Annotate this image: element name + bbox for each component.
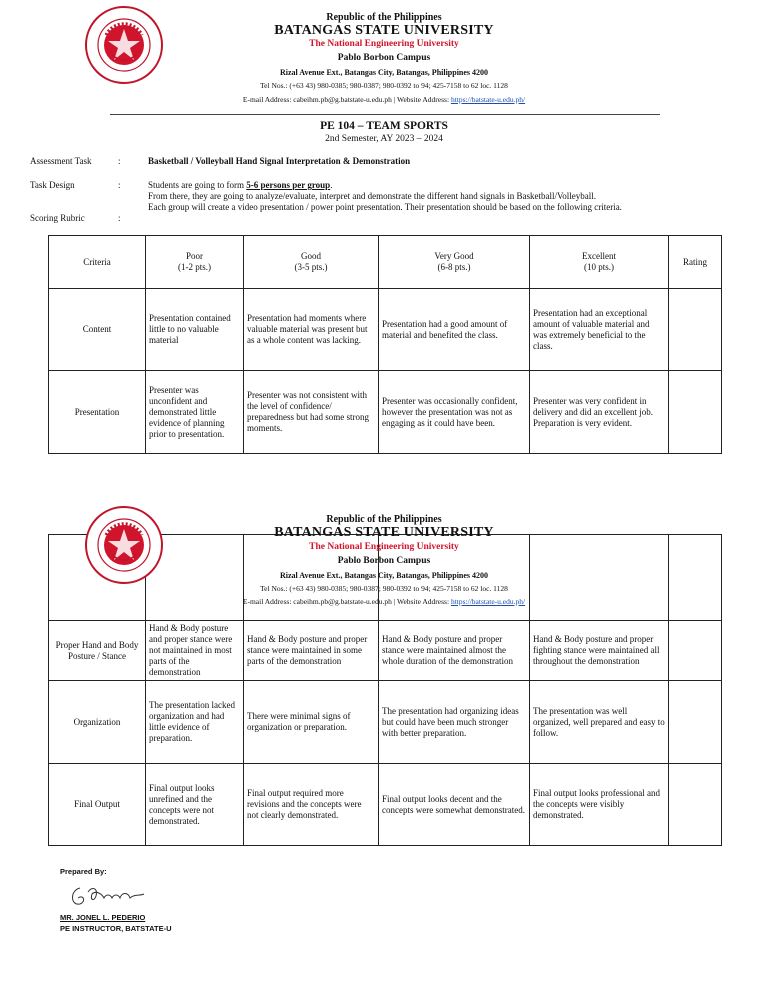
criteria-cell: Final Output: [49, 764, 146, 846]
criteria-cell: Presentation: [49, 371, 146, 454]
very-good-cell: Presenter was occasionally confident, however the presentation was not as engaging as it could have been.: [379, 371, 530, 454]
university-tagline-2: The National Engineering University: [309, 542, 459, 552]
telephone-numbers-2: Tel Nos.: (+63 43) 980-0385; 980-0387; 980-0392 to 94; 425-7158 to 62 loc. 1128: [260, 584, 508, 593]
header-excellent-label: Excellent: [582, 251, 616, 261]
criteria-cell: Content: [49, 289, 146, 371]
email-address: E-mail Address: cabeihm.pb@g.batstate-u.edu.ph | Website Address:: [242, 95, 451, 104]
table-row: [49, 371, 722, 454]
poor-cell: Presenter was unconfident and demonstrated little evidence of planning prior to presentation.: [146, 371, 244, 454]
assessment-colon: :: [118, 156, 121, 166]
scoring-rubric-colon: :: [118, 213, 121, 223]
very-good-cell: Hand & Body posture and proper stance were maintained almost the whole duration of the demonstration: [379, 621, 530, 681]
university-name: BATANGAS STATE UNIVERSITY: [274, 23, 494, 38]
instructor-name: MR. JONEL L. PEDERIO: [60, 913, 146, 922]
rating-cell[interactable]: [669, 764, 722, 846]
good-cell: Hand & Body posture and proper stance were maintained in some parts of the demonstration: [244, 621, 379, 681]
rubric-table-top: [48, 235, 722, 454]
header-excellent: [530, 236, 669, 289]
very-good-cell: Presentation had a good amount of material and benefited the class.: [379, 289, 530, 371]
table-row: [49, 681, 722, 764]
assessment-task-value: Basketball / Volleyball Hand Signal Interpretation & Demonstration: [148, 156, 411, 166]
excellent-cell: Hand & Body posture and proper fighting stance were maintained all throughout the demonstration: [530, 621, 669, 681]
rating-cell[interactable]: [669, 371, 722, 454]
website-link[interactable]: https://batstate-u.edu.ph/: [450, 95, 526, 104]
poor-cell: Hand & Body posture and proper stance were not maintained in most parts of the demonstration: [146, 621, 244, 681]
header-good-label: Good: [301, 251, 321, 261]
assessment-task-label: Assessment Task: [30, 156, 92, 166]
header-very-good-label: Very Good: [434, 251, 474, 261]
scoring-rubric-label: Scoring Rubric: [30, 213, 85, 223]
prepared-by-label: Prepared By:: [60, 867, 107, 876]
good-cell: Final output required more revisions and the concepts were not clearly demonstrated.: [244, 764, 379, 846]
republic-line-2: Republic of the Philippines: [326, 514, 442, 525]
header-good: [244, 236, 379, 289]
task-design-label: Task Design: [30, 180, 75, 190]
header-poor-label: Poor: [185, 251, 203, 261]
header-poor-points: (1-2 pts.): [178, 262, 211, 272]
telephone-numbers: Tel Nos.: (+63 43) 980-0385; 980-0387; 980-0392 to 94; 425-7158 to 62 loc. 1128: [260, 81, 508, 90]
republic-line: Republic of the Philippines: [326, 12, 442, 23]
website-link-2[interactable]: https://batstate-u.edu.ph/: [450, 597, 526, 606]
excellent-cell: Presenter was very confident in delivery and did an excellent job. Preparation is very evident.: [530, 371, 669, 454]
task-design-line2: From there, they are going to analyze/evaluate, interpret and demonstrate the different hand signals in Basketball/Volleyball.: [148, 191, 597, 201]
rating-cell[interactable]: [669, 621, 722, 681]
table-row: [49, 289, 722, 371]
campus-name-2: Pablo Borbon Campus: [337, 556, 431, 566]
task-design-colon: :: [118, 180, 121, 190]
contact-line-2: [0, 597, 768, 606]
header-very-good: [379, 236, 530, 289]
signature-image: [66, 882, 156, 910]
table-row: [49, 621, 722, 681]
task-design-line1-post: .: [330, 180, 333, 190]
header-rating: Rating: [669, 236, 722, 289]
task-design-line1-pre: Students are going to form: [148, 180, 247, 190]
criteria-cell: Proper Hand and Body Posture / Stance: [49, 621, 146, 681]
excellent-cell: Presentation had an exceptional amount of valuable material and was extremely beneficial to the class.: [530, 289, 669, 371]
rubric-header-row: [49, 236, 722, 289]
good-cell: Presentation had moments where valuable material was present but as a whole content was lacking.: [244, 289, 379, 371]
good-cell: Presenter was not consistent with the level of confidence/ preparedness but had some strong moments.: [244, 371, 379, 454]
poor-cell: Presentation contained little to no valuable material: [146, 289, 244, 371]
header-very-good-points: (6-8 pts.): [437, 262, 471, 272]
task-design-line3: Each group will create a video presentation / power point presentation. Their presentation should be based on the following criteria.: [148, 202, 622, 212]
very-good-cell: Final output looks decent and the concepts were somewhat demonstrated.: [379, 764, 530, 846]
excellent-cell: The presentation was well organized, well prepared and easy to follow.: [530, 681, 669, 764]
campus-address-2: Rizal Avenue Ext., Batangas City, Batangas, Philippines 4200: [279, 571, 489, 580]
instructor-title: PE INSTRUCTOR, BATSTATE-U: [60, 924, 172, 933]
email-address-2: E-mail Address: cabeihm.pb@g.batstate-u.edu.ph | Website Address:: [242, 597, 451, 606]
excellent-cell: Final output looks professional and the concepts were visibly demonstrated.: [530, 764, 669, 846]
course-semester: 2nd Semester, AY 2023 – 2024: [325, 134, 443, 144]
task-design-line1: [148, 180, 332, 190]
campus-address: Rizal Avenue Ext., Batangas City, Batangas, Philippines 4200: [279, 68, 489, 77]
campus-name: Pablo Borbon Campus: [337, 53, 431, 63]
poor-cell: Final output looks unrefined and the concepts were not demonstrated.: [146, 764, 244, 846]
header-poor: [146, 236, 244, 289]
very-good-cell: The presentation had organizing ideas but could have been much stronger with better preparation.: [379, 681, 530, 764]
header-divider: [110, 114, 660, 115]
university-tagline: The National Engineering University: [309, 39, 459, 49]
good-cell: There were minimal signs of organization or preparation.: [244, 681, 379, 764]
header-excellent-points: (10 pts.): [584, 262, 614, 272]
course-title: PE 104 – TEAM SPORTS: [320, 120, 448, 132]
poor-cell: The presentation lacked organization and had little evidence of preparation.: [146, 681, 244, 764]
header-criteria: Criteria: [49, 236, 146, 289]
rating-cell[interactable]: [669, 289, 722, 371]
group-size: 5-6 persons per group: [246, 180, 331, 190]
header-good-points: (3-5 pts.): [294, 262, 328, 272]
contact-line: [0, 95, 768, 104]
university-name-2: BATANGAS STATE UNIVERSITY: [274, 525, 494, 540]
criteria-cell: Organization: [49, 681, 146, 764]
rating-cell[interactable]: [669, 681, 722, 764]
table-row: [49, 764, 722, 846]
